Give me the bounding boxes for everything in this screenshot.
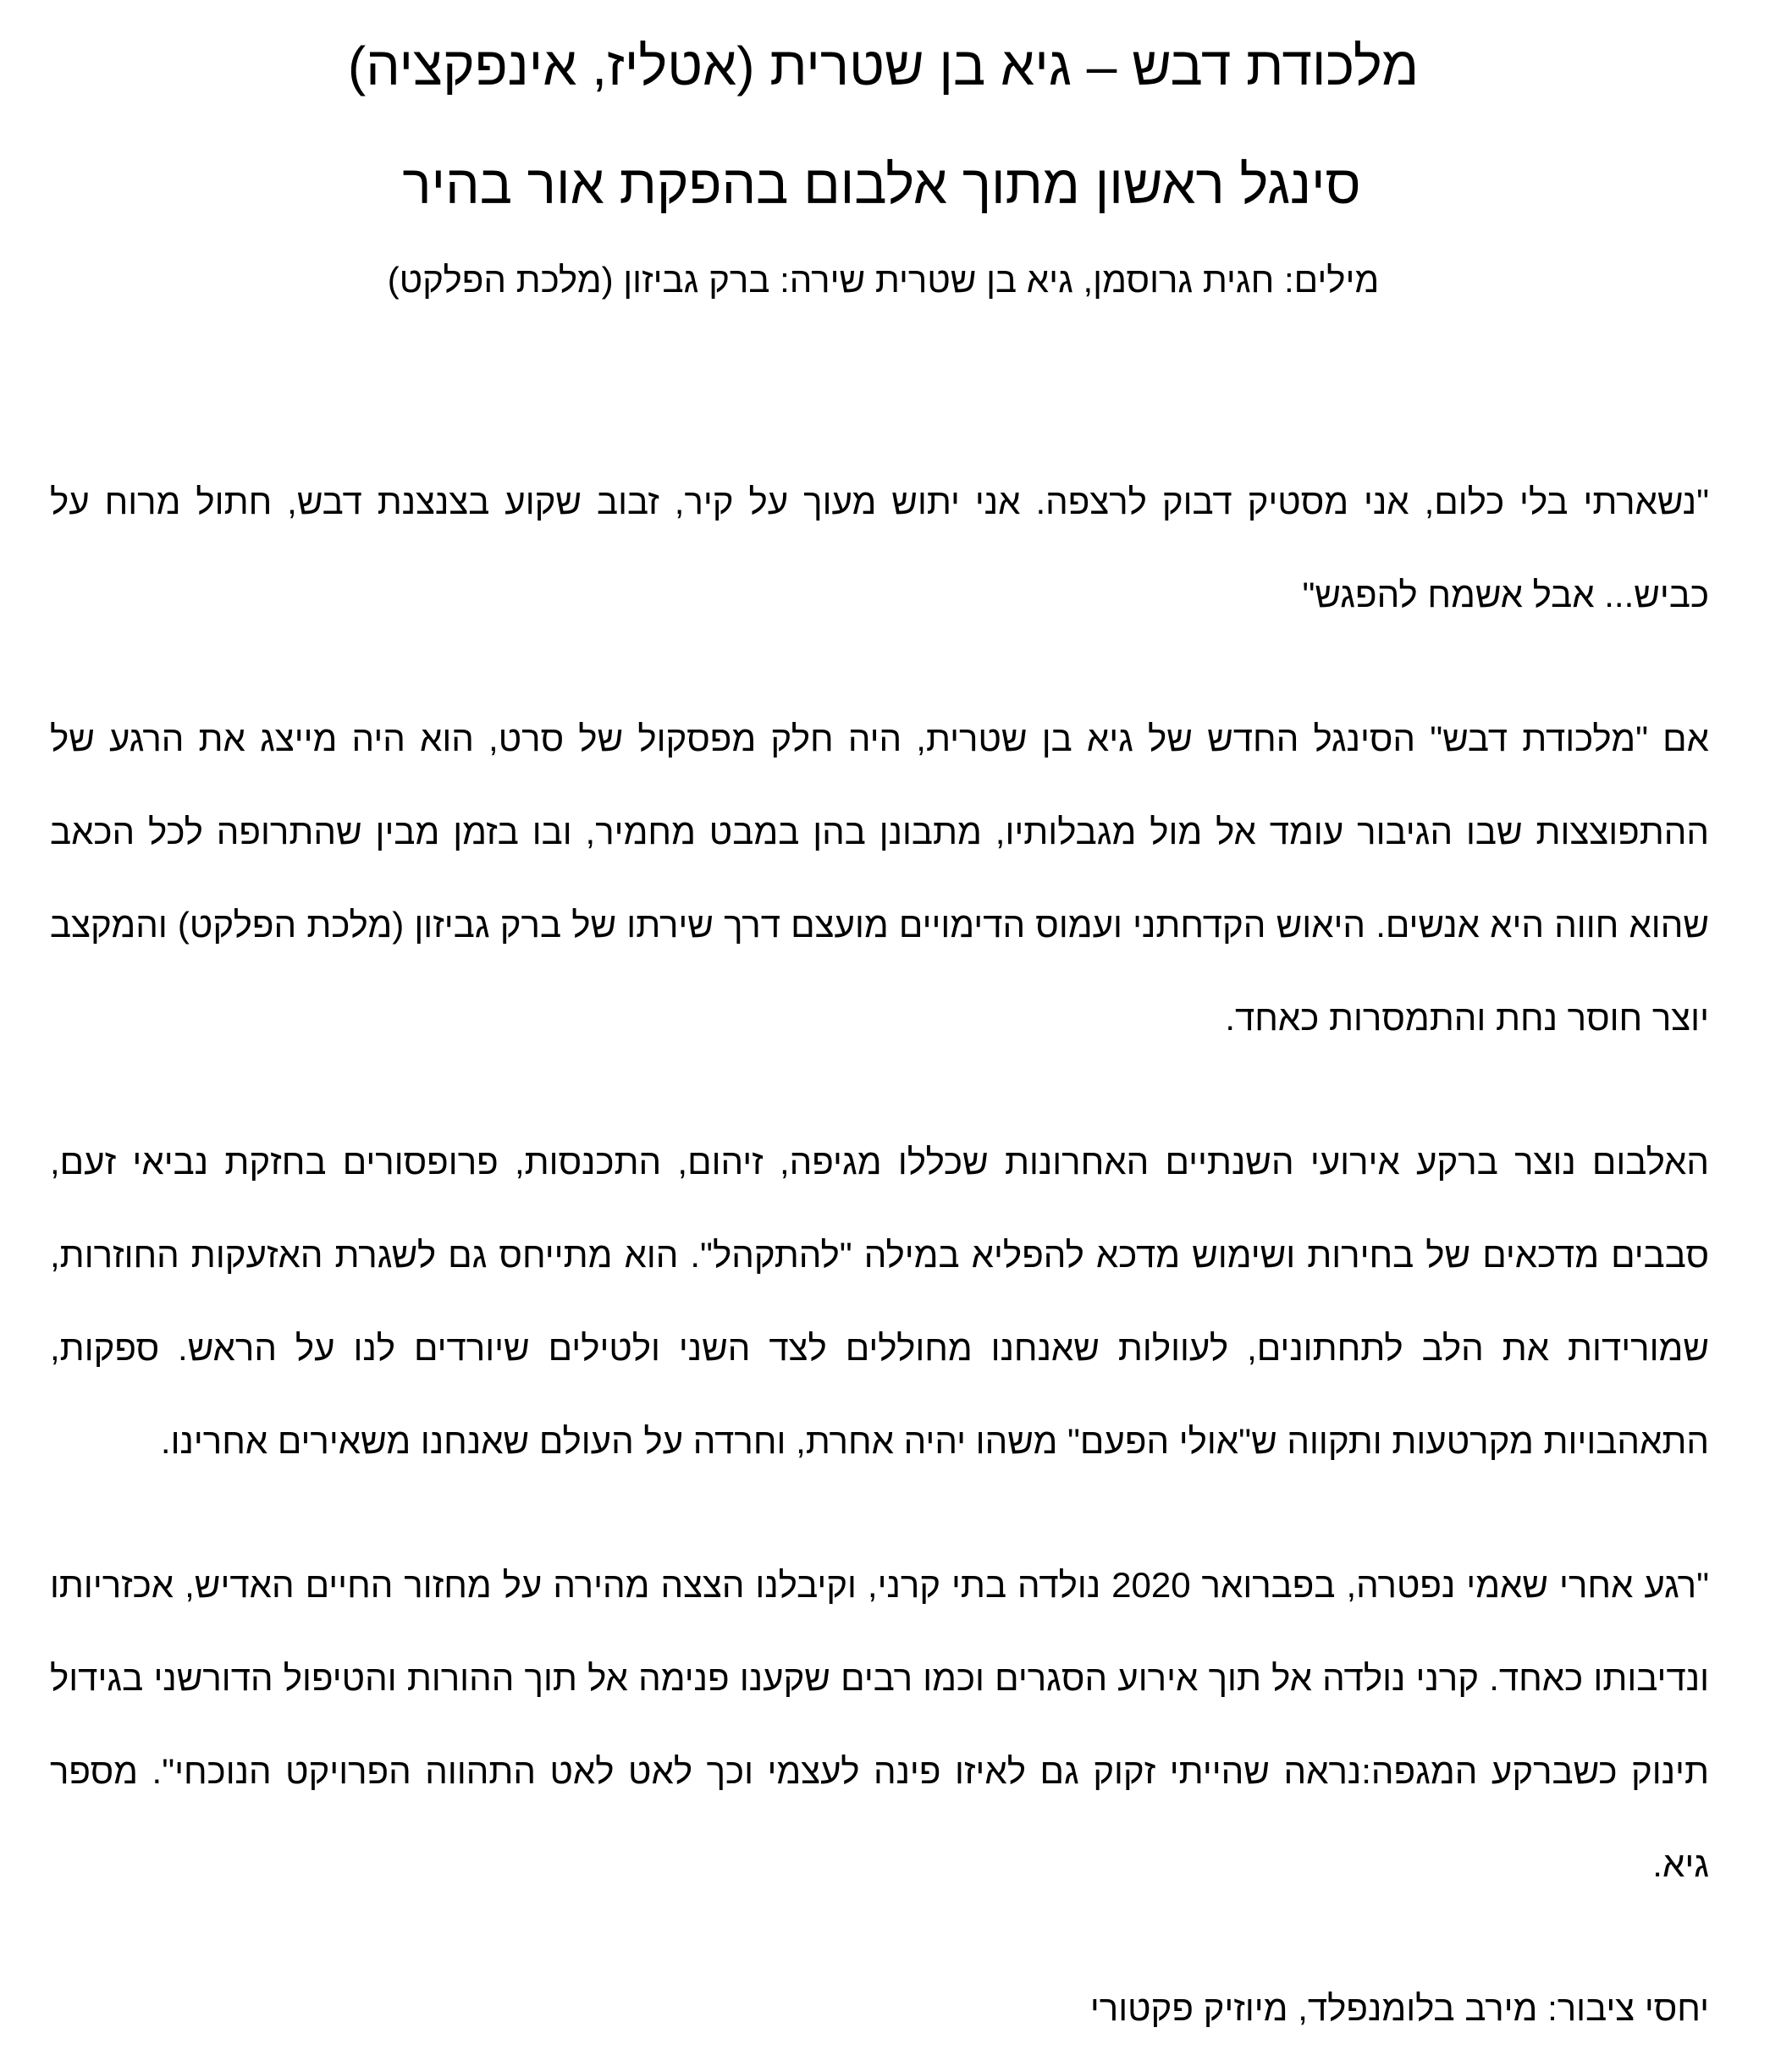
paragraph-single-description: אם "מלכודת דבש" הסינגל החדש של גיא בן שטרית, היה חלק מפסקול של סרט, הוא היה מייצג את הרגע של ההתפוצצות שבו הגיבור עומד אל מול מגבלותיו, מתבונן בהן במבט מחמיר, ובו בזמן מבין שהתרופה לכל הכאב שהוא חווה היא אנשים. היאוש הקדחתני ועמוס הדימויים מועצם דרך שירתו של ברק גביזון (מלכת הפלקט) והמקצב יוצר חוסר נחת והתמסרות כאחד. [50,719,1709,1038]
page-title: מלכודת דבש – גיא בן שטרית (אטליז, אינפקציה) [347,36,1420,96]
paragraph-artist-quote: "רגע אחרי שאמי נפטרה, בפברואר 2020 נולדה בתי קרני, וקיבלנו הצצה מהירה על מחזור החיים האדיש, אכזריותו ונדיבותו כאחד. קרני נולדה אל תוך אירוע הסגרים וכמו רבים שקענו פנימה אל תוך ההורות והטיפול הדורשני בגידול תינוק כשברקע המגפה:נראה שהייתי זקוק גם לאיזו פינה לעצמי וכך לאט לאט התהווה הפרויקט הנוכחי". מספר גיא. [50,1565,1709,1884]
credits-line: מילים: חגית גרוסמן, גיא בן שטרית שירה: ברק גביזון (מלכת הפלקט) [387,260,1380,300]
paragraph-quote-lyrics: "נשארתי בלי כלום, אני מסטיק דבוק לרצפה. אני יתוש מעוך על קיר, זבוב שקוע בצנצנת דבש, חתול מרוח על כביש... אבל אשמח להפגש" [50,482,1709,614]
page-subtitle: סינגל ראשון מתוך אלבום בהפקת אור בהיר [402,154,1361,215]
article-body [50,455,1709,2055]
paragraph-pr-credit: יחסי ציבור: מירב בלומנפלד, מיוזיק פקטורי [1089,1988,1709,2028]
paragraph-album-background: האלבום נוצר ברקע אירועי השנתיים האחרונות שכללו מגיפה, זיהום, התכנסות, פרופסורים בחזקת נביאי זעם, סבבים מדכאים של בחירות ושימוש מדכא להפליא במילה "להתקהל". הוא מתייחס גם לשגרת האזעקות החוזרות, שמורידות את הלב לתחתונים, לעוולות שאנחנו מחוללים לצד השני ולטילים שיורדים לנו על הראש. ספקות, התאהבויות מקרטעות ותקווה ש"אולי הפעם" משהו יהיה אחרת, וחרדה על העולם שאנחנו משאירים אחרינו. [50,1142,1709,1461]
